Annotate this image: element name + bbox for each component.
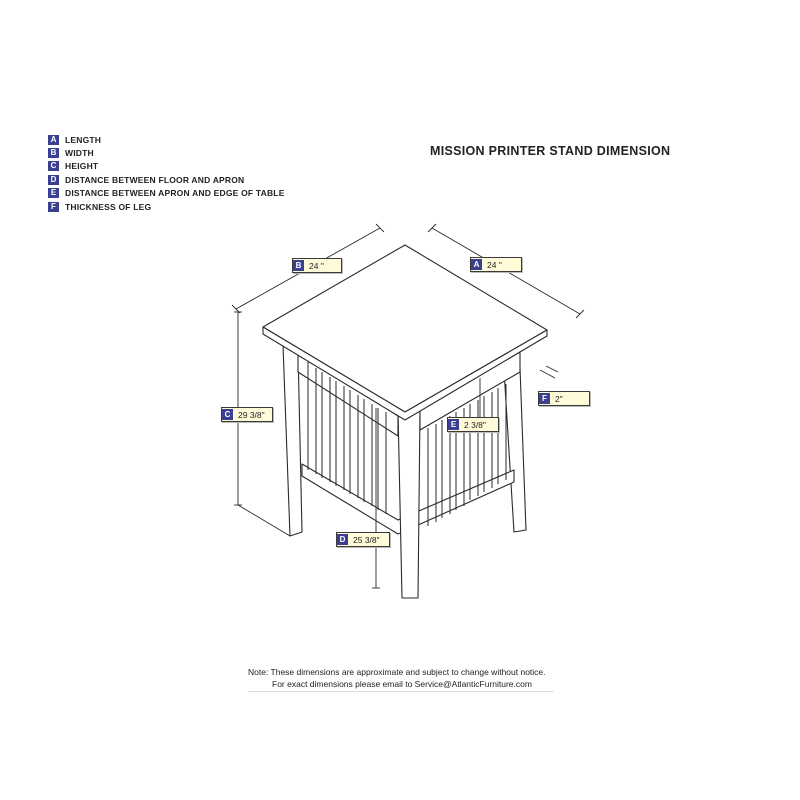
dimension-tag-floor-apron bbox=[336, 532, 390, 547]
legend-label-width: WIDTH bbox=[65, 148, 94, 159]
tag-value-leg-thickness: 2" bbox=[555, 393, 563, 404]
dimension-tag-length bbox=[470, 257, 522, 272]
legend-key-b: B bbox=[48, 148, 59, 158]
legend-label-floor-apron: DISTANCE BETWEEN FLOOR AND APRON bbox=[65, 174, 245, 185]
dimension-tag-leg-thickness bbox=[538, 391, 590, 406]
legend-key-f: F bbox=[48, 202, 59, 212]
legend-key-e: E bbox=[48, 188, 59, 198]
divider bbox=[248, 691, 554, 692]
disclaimer-note bbox=[248, 666, 546, 690]
tag-value-floor-apron: 25 3/8" bbox=[353, 534, 380, 545]
dimension-tag-height bbox=[221, 407, 273, 422]
note-line-1: Note: These dimensions are approximate and subject to change without notice. bbox=[248, 667, 546, 677]
legend-label-height: HEIGHT bbox=[65, 161, 99, 172]
tag-key-f: F bbox=[539, 393, 550, 404]
dimension-tag-width bbox=[292, 258, 342, 273]
tag-key-d: D bbox=[337, 534, 348, 545]
dimension-tag-apron-edge bbox=[447, 417, 499, 432]
legend-key-a: A bbox=[48, 135, 59, 145]
right-leg bbox=[504, 368, 526, 532]
tag-value-apron-edge: 2 3/8" bbox=[464, 419, 486, 430]
legend-label-length: LENGTH bbox=[65, 134, 102, 145]
tag-key-e: E bbox=[448, 419, 459, 430]
left-back-leg bbox=[283, 345, 302, 536]
front-leg bbox=[398, 410, 420, 598]
legend-key-c: C bbox=[48, 161, 59, 171]
legend-key-d: D bbox=[48, 175, 59, 185]
legend-label-leg-thickness: THICKNESS OF LEG bbox=[65, 201, 152, 212]
legend-label-apron-edge: DISTANCE BETWEEN APRON AND EDGE OF TABLE bbox=[65, 188, 285, 199]
note-line-2: For exact dimensions please email to Service@AtlanticFurniture.com bbox=[272, 679, 532, 689]
tag-key-a: A bbox=[471, 259, 482, 270]
tag-value-width: 24 " bbox=[309, 260, 324, 271]
tag-value-height: 29 3/8" bbox=[238, 409, 265, 420]
tag-key-b: B bbox=[293, 260, 304, 271]
tag-key-c: C bbox=[222, 409, 233, 420]
diagram-title: MISSION PRINTER STAND DIMENSION bbox=[430, 144, 671, 158]
tag-value-length: 24 " bbox=[487, 259, 502, 270]
